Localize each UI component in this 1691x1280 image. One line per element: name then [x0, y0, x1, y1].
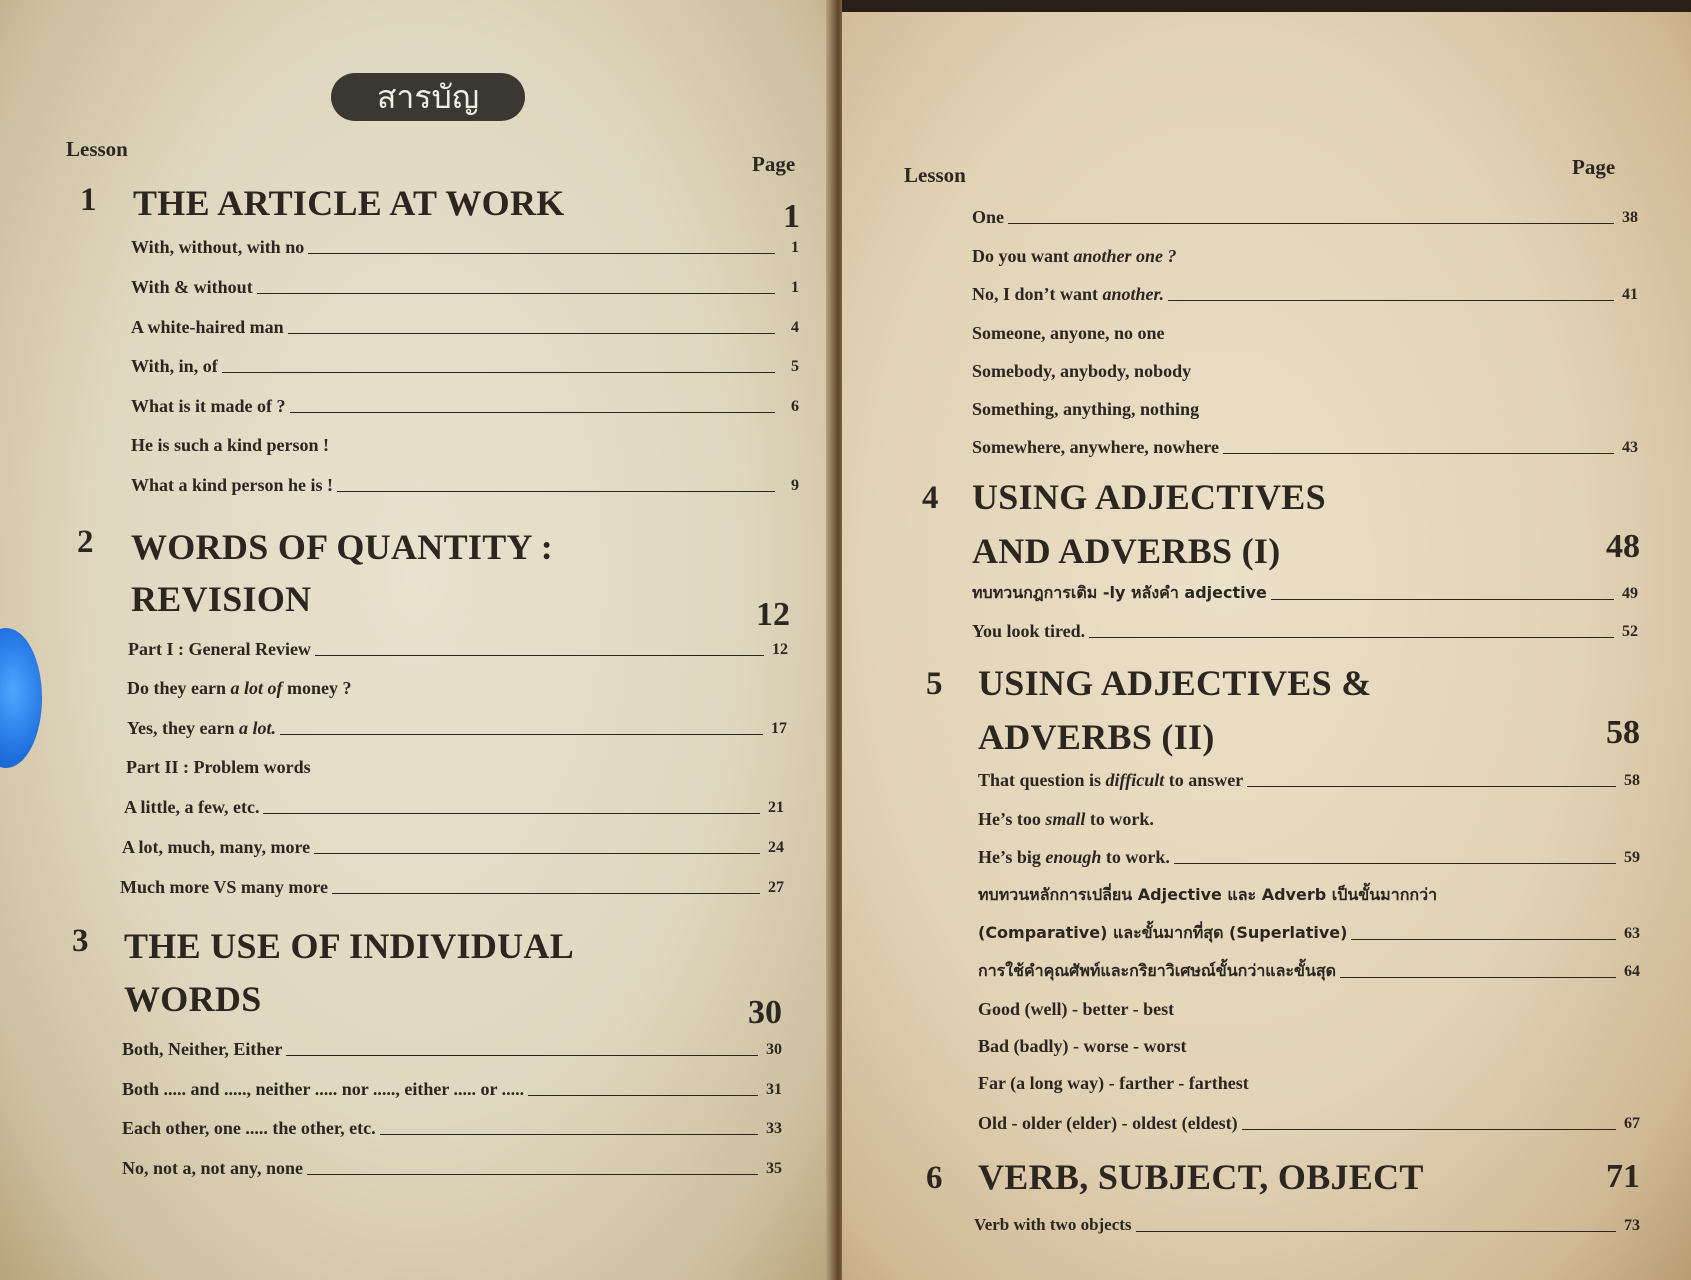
entry-text-pre: No, I don’t want [972, 284, 1103, 304]
entry-text: Far (a long way) - farther - farthest [978, 1073, 1249, 1093]
leader-line [528, 1095, 758, 1096]
entry-text: การใช้คำคุณศัพท์และกริยาวิเศษณ์ขั้นกว่าและขั้นสุด [978, 961, 1337, 980]
leader-line [280, 734, 763, 735]
toc-entry[interactable] [122, 1076, 782, 1102]
lesson-title: VERB, SUBJECT, OBJECT [978, 1157, 1424, 1197]
toc-entry[interactable] [972, 243, 1638, 269]
lesson-number: 3 [72, 923, 89, 959]
toc-entry[interactable] [131, 472, 799, 498]
toc-entry[interactable] [131, 393, 799, 419]
entry-text: A lot, much, many, more [122, 837, 311, 857]
entry-text: Both, Neither, Either [122, 1039, 283, 1059]
entry-page: 38 [1622, 209, 1638, 226]
entry-text: Both ..... and ....., neither ..... nor ....., either ..... or ..... [122, 1079, 525, 1099]
toc-entry[interactable] [978, 1070, 1640, 1096]
entry-text: ทบทวนหลักการเปลี่ยน Adjective และ Adverb เป็นขั้นมากกว่า [978, 885, 1438, 904]
toc-entry[interactable] [978, 844, 1640, 870]
toc-entry[interactable] [972, 281, 1638, 307]
entry-page: 33 [766, 1120, 782, 1137]
entry-text: Part II : Problem words [126, 757, 311, 777]
toc-entry[interactable] [128, 636, 788, 662]
toc-entry[interactable] [978, 806, 1640, 832]
entry-page: 63 [1624, 925, 1640, 942]
entry-text-em: small [1045, 809, 1086, 829]
entry-text: With & without [131, 277, 253, 297]
leader-line [308, 253, 775, 254]
lesson-number: 6 [926, 1160, 943, 1196]
leader-line [1242, 1129, 1616, 1130]
entry-text-pre: He’s too [978, 809, 1046, 829]
lesson-title: THE ARTICLE AT WORK [133, 183, 565, 223]
entry-text [978, 808, 1154, 832]
entry-page: 43 [1622, 439, 1638, 456]
entry-text-em: another one ? [1073, 246, 1177, 266]
toc-entry[interactable] [127, 715, 787, 741]
leader-line [263, 813, 760, 814]
leader-line [290, 412, 776, 413]
entry-text: What a kind person he is ! [131, 475, 334, 495]
entry-page: 21 [768, 799, 784, 816]
entry-text [972, 245, 1177, 269]
entry-text: ทบทวนกฎการเติม -ly หลังคำ adjective [972, 583, 1267, 602]
entry-text-em: enough [1045, 847, 1102, 867]
entry-page: 52 [1622, 623, 1638, 640]
entry-page: 30 [766, 1041, 782, 1058]
toc-entry[interactable] [978, 882, 1640, 908]
toc-entry[interactable] [972, 396, 1638, 422]
lesson-number: 5 [926, 666, 943, 702]
toc-entry[interactable] [122, 1115, 782, 1141]
entry-text-pre: Do they earn [127, 678, 231, 698]
entry-text-pre: That question is [978, 770, 1106, 790]
leader-line [315, 655, 764, 656]
lesson-number: 4 [922, 480, 939, 516]
page-header: Page [752, 152, 796, 176]
lesson-title: REVISION [131, 579, 312, 619]
entry-text-em: another. [1102, 284, 1165, 304]
toc-entry[interactable] [131, 234, 799, 260]
leader-line [380, 1134, 758, 1135]
entry-text: With, in, of [131, 356, 218, 376]
leader-line [1136, 1231, 1616, 1232]
entry-text [978, 846, 1170, 870]
leader-line [314, 853, 760, 854]
lesson-title: USING ADJECTIVES & [978, 663, 1372, 703]
entry-page: 12 [772, 641, 788, 658]
toc-entry[interactable] [122, 1155, 782, 1181]
lesson-page: 71 [1606, 1158, 1640, 1195]
entry-page: 58 [1624, 772, 1640, 789]
entry-text-em: a lot. [238, 718, 276, 738]
entry-text: One [972, 207, 1005, 227]
lesson-title: WORDS [124, 979, 262, 1019]
toc-entry[interactable] [974, 1212, 1640, 1238]
entry-text-post: to answer [1164, 770, 1244, 790]
leader-line [257, 293, 775, 294]
entry-text-post: to work. [1101, 847, 1170, 867]
entry-text: Each other, one ..... the other, etc. [122, 1118, 376, 1138]
entry-page: 1 [791, 279, 799, 296]
lesson-page: 12 [756, 596, 790, 633]
lesson-title: AND ADVERBS (I) [972, 531, 1281, 571]
entry-page: 4 [791, 319, 799, 336]
entry-page: 41 [1622, 286, 1638, 303]
entry-text: A white-haired man [131, 317, 284, 337]
entry-page: 35 [766, 1160, 782, 1177]
toc-entry[interactable] [978, 920, 1640, 946]
entry-text: Somewhere, anywhere, nowhere [972, 437, 1219, 457]
entry-page: 59 [1624, 849, 1640, 866]
entry-text-pre: Yes, they earn [127, 718, 239, 738]
lesson-page: 1 [783, 198, 800, 235]
entry-text: No, not a, not any, none [122, 1158, 304, 1178]
entry-text: You look tired. [972, 621, 1086, 641]
toc-entry[interactable] [972, 580, 1638, 606]
entry-page: 73 [1624, 1217, 1640, 1234]
toc-title: สารบัญ [331, 73, 525, 121]
lesson-title: THE USE OF INDIVIDUAL [124, 926, 575, 966]
left-page [0, 0, 834, 1280]
entry-text: Good (well) - better - best [978, 999, 1175, 1019]
toc-entry[interactable] [126, 754, 786, 780]
entry-text [127, 717, 276, 741]
toc-entry[interactable] [972, 618, 1638, 644]
toc-entry[interactable] [978, 996, 1640, 1022]
entry-text-em: difficult [1105, 770, 1165, 790]
entry-text-pre: He’s big [978, 847, 1046, 867]
leader-line [1174, 863, 1616, 864]
entry-text [978, 769, 1243, 793]
toc-entry[interactable] [127, 675, 787, 701]
dark-edge [842, 0, 1691, 12]
leader-line [1271, 599, 1614, 600]
leader-line [286, 1055, 758, 1056]
toc-entry[interactable] [131, 353, 799, 379]
leader-line [1168, 300, 1614, 301]
lesson-number: 2 [77, 524, 94, 560]
toc-entry[interactable] [131, 432, 799, 458]
lesson-title: ADVERBS (II) [978, 717, 1215, 757]
entry-text: He is such a kind person ! [131, 435, 330, 455]
entry-text-pre: Do you want [972, 246, 1074, 266]
entry-page: 27 [768, 879, 784, 896]
toc-entry[interactable] [972, 320, 1638, 346]
entry-text: Something, anything, nothing [972, 399, 1200, 419]
lesson-header: Lesson [904, 163, 966, 187]
toc-entry[interactable] [978, 1033, 1640, 1059]
lesson-header: Lesson [66, 137, 128, 161]
toc-entry[interactable] [978, 1110, 1640, 1136]
entry-text [127, 677, 351, 701]
entry-page: 17 [771, 720, 787, 737]
entry-text: Part I : General Review [128, 639, 311, 659]
leader-line [1351, 939, 1616, 940]
entry-page: 67 [1624, 1115, 1640, 1132]
leader-line [222, 372, 775, 373]
entry-text: Much more VS many more [120, 877, 328, 897]
toc-entry[interactable] [978, 958, 1640, 984]
entry-page: 1 [791, 239, 799, 256]
toc-entry[interactable] [972, 358, 1638, 384]
leader-line [288, 333, 775, 334]
leader-line [1247, 786, 1616, 787]
toc-entry[interactable] [978, 767, 1640, 793]
thumb [0, 628, 42, 768]
entry-text: With, without, with no [131, 237, 305, 257]
entry-text [972, 283, 1164, 307]
right-page [842, 0, 1691, 1280]
toc-entry[interactable] [131, 274, 799, 300]
entry-page: 9 [791, 477, 799, 494]
toc-entry[interactable] [122, 834, 784, 860]
toc-entry[interactable] [972, 204, 1638, 230]
entry-page: 31 [766, 1081, 782, 1098]
entry-page: 49 [1622, 585, 1638, 602]
leader-line [1089, 637, 1614, 638]
entry-text: Somebody, anybody, nobody [972, 361, 1192, 381]
lesson-title: WORDS OF QUANTITY : [131, 527, 554, 567]
toc-entry[interactable] [122, 1036, 782, 1062]
entry-page: 64 [1624, 963, 1640, 980]
leader-line [1340, 977, 1616, 978]
leader-line [337, 491, 775, 492]
toc-entry[interactable] [120, 874, 784, 900]
lesson-title: USING ADJECTIVES [972, 477, 1326, 517]
leader-line [1008, 223, 1614, 224]
entry-page: 6 [791, 398, 799, 415]
leader-line [307, 1174, 758, 1175]
leader-line [332, 893, 760, 894]
lesson-page: 58 [1606, 714, 1640, 751]
entry-text: A little, a few, etc. [124, 797, 260, 817]
entry-text-post: to work. [1085, 809, 1154, 829]
entry-text: Bad (badly) - worse - worst [978, 1036, 1187, 1056]
page-header: Page [1572, 155, 1616, 179]
entry-page: 24 [768, 839, 784, 856]
lesson-number: 1 [80, 182, 97, 218]
leader-line [1223, 453, 1614, 454]
entry-text: (Comparative) และขั้นมากที่สุด (Superlative) [978, 923, 1348, 942]
toc-entry[interactable] [972, 434, 1638, 460]
toc-entry[interactable] [131, 314, 799, 340]
entry-text: Old - older (elder) - oldest (eldest) [978, 1113, 1238, 1133]
entry-text: Someone, anyone, no one [972, 323, 1165, 343]
entry-text-post: money ? [282, 678, 352, 698]
entry-text-em: a lot of [230, 678, 283, 698]
entry-page: 5 [791, 358, 799, 375]
toc-entry[interactable] [124, 794, 784, 820]
lesson-page: 48 [1606, 528, 1640, 565]
entry-text: What is it made of ? [131, 396, 286, 416]
entry-text: Verb with two objects [974, 1215, 1132, 1234]
lesson-page: 30 [748, 994, 782, 1031]
